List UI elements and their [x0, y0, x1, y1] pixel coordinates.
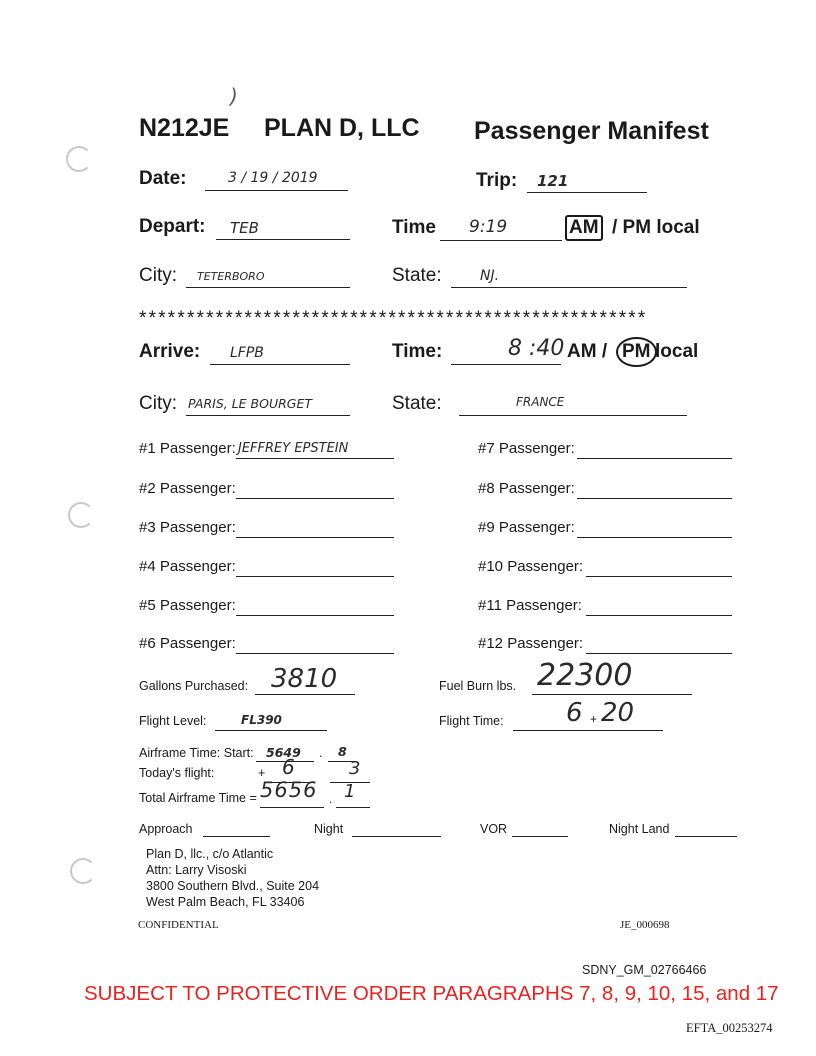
passenger-label: #7 Passenger: — [478, 440, 575, 457]
arrive-city-label: City: — [139, 393, 177, 414]
punch-hole-icon — [68, 502, 94, 528]
sdny-number: SDNY_GM_02766466 — [582, 963, 707, 977]
total-dec: 1 — [344, 781, 356, 802]
today-plus: + — [258, 766, 266, 780]
flight-level-label: Flight Level: — [139, 714, 207, 728]
depart-city-label: City: — [139, 265, 177, 286]
depart-am-marked: AM — [565, 215, 603, 241]
gallons-label: Gallons Purchased: — [139, 679, 249, 693]
passenger-field — [236, 480, 394, 499]
flight-time-hours: 6 — [566, 698, 583, 728]
night-land-label: Night Land — [609, 822, 670, 836]
night-land-field — [675, 820, 737, 837]
total-airframe-label: Total Airframe Time = — [139, 791, 257, 805]
passenger-field — [586, 597, 732, 616]
today-value: 6 — [282, 755, 295, 779]
fuel-burn-value: 22300 — [537, 658, 633, 693]
airframe-start-value: 5649 — [266, 745, 301, 760]
passenger-label: #12 Passenger: — [478, 635, 584, 652]
flight-time-label: Flight Time: — [439, 714, 504, 728]
arrive-state-value: FRANCE — [516, 395, 565, 409]
total-value: 5656 — [260, 778, 318, 802]
trip-label: Trip: — [476, 170, 518, 191]
passenger-label: #1 Passenger: — [139, 440, 236, 457]
passenger-label: #4 Passenger: — [139, 558, 236, 575]
passenger-field — [236, 558, 394, 577]
arrive-am: AM / — [567, 341, 608, 362]
depart-time-value: 9:19 — [469, 217, 508, 237]
confidential-stamp: CONFIDENTIAL — [138, 919, 219, 931]
address-line: 3800 Southern Blvd., Suite 204 — [146, 879, 320, 893]
flight-level-value: FL390 — [241, 713, 282, 727]
handwritten-mark: ) — [230, 84, 238, 108]
passenger-label: #3 Passenger: — [139, 519, 236, 536]
address-line: Attn: Larry Visoski — [146, 863, 247, 877]
fuel-burn-label: Fuel Burn lbs. — [439, 679, 517, 693]
bates-number: JE_000698 — [620, 919, 670, 931]
depart-time-label: Time — [392, 217, 437, 238]
trip-value: 121 — [537, 172, 569, 190]
passenger-label: #2 Passenger: — [139, 480, 236, 497]
passenger-field — [236, 635, 394, 654]
passenger-field — [577, 519, 732, 538]
passenger-label: #8 Passenger: — [478, 480, 575, 497]
passenger-field — [577, 480, 732, 499]
protective-order-notice: SUBJECT TO PROTECTIVE ORDER PARAGRAPHS 7, 8, 9, 10, 15, and 17 — [84, 982, 779, 1005]
arrive-label: Arrive: — [139, 341, 201, 362]
punch-hole-icon — [70, 858, 96, 884]
airframe-dot: . — [319, 746, 323, 760]
depart-city-value: TETERBORO — [197, 270, 265, 283]
depart-state-label: State: — [392, 265, 442, 286]
tail-number: N212JE — [139, 114, 230, 142]
passenger-field — [586, 635, 732, 654]
depart-value: TEB — [230, 219, 259, 237]
arrive-local: local — [655, 341, 699, 362]
passenger-field — [586, 558, 732, 577]
flight-time-field — [513, 712, 663, 731]
depart-pm-local: / PM local — [612, 217, 700, 238]
passenger-label: #6 Passenger: — [139, 635, 236, 652]
passenger-field — [577, 440, 732, 459]
address-line: Plan D, llc., c/o Atlantic — [146, 847, 274, 861]
separator: ***************************************************** — [139, 308, 648, 329]
arrive-pm-marked: PM — [616, 337, 657, 367]
page-title: Passenger Manifest — [474, 117, 709, 145]
punch-hole-icon — [66, 146, 92, 172]
passenger-label: #10 Passenger: — [478, 558, 584, 575]
arrive-time-label: Time: — [392, 341, 443, 362]
date-value: 3 / 19 / 2019 — [228, 170, 318, 186]
efta-number: EFTA_00253274 — [686, 1021, 773, 1035]
today-flight-label: Today's flight: — [139, 766, 215, 780]
arrive-state-label: State: — [392, 393, 442, 414]
night-field — [352, 820, 441, 837]
night-label: Night — [314, 822, 344, 836]
passenger-label: #9 Passenger: — [478, 519, 575, 536]
airframe-start-dec: 8 — [338, 744, 347, 759]
total-dot: . — [329, 792, 333, 806]
today-dec: 3 — [349, 758, 361, 779]
passenger-label: #11 Passenger: — [478, 597, 582, 614]
airframe-start-label: Airframe Time: Start: — [139, 746, 254, 760]
flight-time-sep: + — [590, 712, 598, 726]
arrive-value: LFPB — [230, 345, 264, 361]
flight-time-minutes: 20 — [601, 698, 635, 728]
arrive-time-value: 8 :40 — [508, 336, 565, 361]
date-label: Date: — [139, 168, 187, 189]
approach-field — [203, 820, 270, 837]
address-line: West Palm Beach, FL 33406 — [146, 895, 305, 909]
passenger-field — [236, 519, 394, 538]
passenger-field — [236, 597, 394, 616]
approach-label: Approach — [139, 822, 193, 836]
vor-label: VOR — [480, 822, 508, 836]
passenger-value: JEFFREY EPSTEIN — [238, 441, 349, 456]
depart-label: Depart: — [139, 216, 206, 237]
arrive-city-value: PARIS, LE BOURGET — [188, 396, 313, 411]
gallons-value: 3810 — [271, 664, 338, 694]
vor-field — [512, 820, 568, 837]
passenger-label: #5 Passenger: — [139, 597, 236, 614]
company-name: PLAN D, LLC — [264, 114, 420, 142]
arrive-state-field — [459, 393, 687, 416]
depart-state-value: NJ. — [480, 268, 500, 284]
